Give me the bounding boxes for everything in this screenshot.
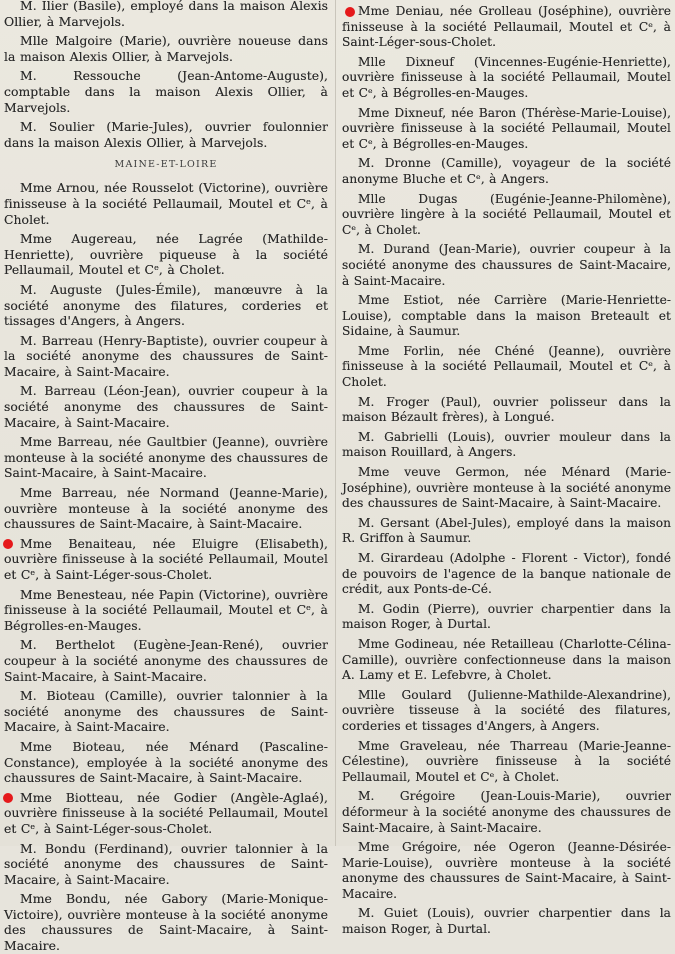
list-item: M. Godin (Pierre), ouvrier charpentier dans la maison Roger, à Durtal. [342, 601, 671, 632]
list-item: Mme Bondu, née Gabory (Marie-Monique-Victoire), ouvrière monteuse à la société anonyme des chaussures de Saint-Macaire, à Saint-Macaire. [4, 891, 328, 954]
list-item: M. Auguste (Jules-Émile), manœuvre à la société anonyme des filatures, corderies et tissages d'Angers, à Angers. [4, 281, 328, 329]
list-item: Mme Augereau, née Lagrée (Mathilde-Henriette), ouvrière piqueuse à la société Pellaumail, Moutel et Cᵉ, à Cholet. [4, 231, 328, 278]
list-item: M. Bioteau (Camille), ouvrier talonnier à la société anonyme des chaussures de Saint-Macaire, à Saint-Macaire. [4, 688, 328, 735]
list-item: M. Ressouche (Jean-Antome-Auguste), comptable dans la maison Alexis Ollier, à Marvejols. [4, 68, 328, 115]
list-item: Mme Benaiteau, née Eluigre (Elisabeth), ouvrière finisseuse à la société Pellaumail, Moutel et Cᵉ, à Saint-Léger-sous-Cholet. [4, 535, 328, 582]
list-item: Mme Arnou, née Rousselot (Victorine), ouvrière finisseuse à la société Pellaumail, Moutel et Cᵉ, à Cholet. [4, 180, 328, 227]
list-item: M. Soulier (Marie-Jules), ouvrier foulonnier dans la maison Alexis Ollier, à Marvejols. [4, 119, 328, 150]
list-item: Mme Graveleau, née Tharreau (Marie-Jeanne-Célestine), ouvrière finisseuse à la société Pellaumail, Moutel et Cᵉ, à Cholet. [342, 738, 671, 784]
list-item: M. Froger (Paul), ouvrier polisseur dans la maison Bézault frères), à Longué. [342, 394, 671, 425]
list-item: M. Grégoire (Jean-Louis-Marie), ouvrier déformeur à la société anonyme des chaussures de Saint-Macaire, à Saint-Macaire. [342, 789, 671, 835]
list-item: M. Barreau (Léon-Jean), ouvrier coupeur à la société anonyme des chaussures de Saint-Macaire, à Saint-Macaire. [4, 383, 328, 430]
list-item: Mlle Dixneuf (Vincennes-Eugénie-Henriette), ouvrière finisseuse à la société Pellaumail, Moutel et Cᵉ, à Bégrolles-en-Mauges. [342, 54, 671, 100]
list-item: Mme Biotteau, née Godier (Angèle-Aglaé), ouvrière finisseuse à la société Pellaumail, Moutel et Cᵉ, à Saint-Léger-sous-Cholet. [4, 789, 328, 836]
list-item: M. Dronne (Camille), voyageur de la société anonyme Bluche et Cᵉ, à Angers. [342, 156, 671, 186]
list-item: Mme Godineau, née Retailleau (Charlotte-Célina-Camille), ouvrière confectionneuse dans la maison A. Lamy et E. Lefebvre, à Cholet. [342, 636, 671, 683]
list-item: Mme Deniau, née Grolleau (Joséphine), ouvrière finisseuse à la société Pellaumail, Moutel et Cᵉ, à Saint-Léger-sous-Cholet. [342, 4, 671, 50]
red-dot-marker [345, 7, 355, 17]
list-item: Mme Barreau, née Gaultbier (Jeanne), ouvrière monteuse à la société anonyme des chaussures de Saint-Macaire, à Saint-Macaire. [4, 434, 328, 481]
list-item: M. Gersant (Abel-Jules), employé dans la maison R. Griffon à Saumur. [342, 515, 671, 546]
list-item: Mme Benesteau, née Papin (Victorine), ouvrière finisseuse à la société Pellaumail, Moutel et Cᵉ, à Bégrolles-en-Mauges. [4, 586, 328, 633]
list-item: M. Bondu (Ferdinand), ouvrier talonnier à la société anonyme des chaussures de Saint-Macaire, à Saint-Macaire. [4, 840, 328, 887]
list-item: Mme Barreau, née Normand (Jeanne-Marie), ouvrière monteuse à la société anonyme des chaussures de Saint-Macaire, à Saint-Macaire. [4, 485, 328, 532]
list-item: Mme Dixneuf, née Baron (Thérèse-Marie-Louise), ouvrière finisseuse à la société Pellaumail, Moutel et Cᵉ, à Bégrolles-en-Mauges. [342, 105, 671, 151]
list-item: M. Gabrielli (Louis), ouvrier mouleur dans la maison Rouillard, à Angers. [342, 429, 671, 460]
red-dot-marker [3, 793, 13, 803]
list-item: Mme Bioteau, née Ménard (Pascaline-Constance), employée à la société anonyme des chaussures de Saint-Macaire, à Saint-Macaire. [4, 738, 328, 786]
list-item: M. Berthelot (Eugène-Jean-René), ouvrier coupeur à la société anonyme des chaussures de Saint-Macaire, à Saint-Macaire. [4, 637, 328, 684]
list-item: M. Guiet (Louis), ouvrier charpentier dans la maison Roger, à Durtal. [342, 906, 671, 937]
list-item: Mme Forlin, née Chéné (Jeanne), ouvrière finisseuse à la société Pellaumail, Moutel et Cᵉ, à Cholet. [342, 343, 671, 390]
list-item: M. Ilier (Basile), employé dans la maison Alexis Ollier, à Marvejols. [4, 0, 328, 29]
list-item: Mme Grégoire, née Ogeron (Jeanne-Désirée-Marie-Louise), ouvrière monteuse à la société anonyme des chaussures de Saint-Macaire, à Saint-Macaire. [342, 840, 671, 901]
right-column [340, 0, 673, 937]
list-item: Mlle Goulard (Julienne-Mathilde-Alexandrine), ouvrière tisseuse à la société des filatures, corderies et tissages d'Angers, à Angers. [342, 687, 671, 733]
list-item: M. Barreau (Henry-Baptiste), ouvrier coupeur à la société anonyme des chaussures de Saint-Macaire, à Saint-Macaire. [4, 332, 328, 379]
list-item: M. Girardeau (Adolphe - Florent - Victor), fondé de pouvoirs de l'agence de la banque nationale de crédit, aux Ponts-de-Cé. [342, 551, 671, 597]
list-item: Mlle Malgoire (Marie), ouvrière noueuse dans la maison Alexis Ollier, à Marvejols. [4, 33, 328, 64]
red-dot-marker [3, 539, 13, 549]
section-heading: MAINE-ET-LOIRE [114, 159, 218, 171]
left-column [2, 0, 330, 954]
list-item: Mlle Dugas (Eugénie-Jeanne-Philomène), ouvrière lingère à la société Pellaumail, Moutel et Cᵉ, à Cholet. [342, 191, 671, 237]
list-item: Mme Estiot, née Carrière (Marie-Henriette-Louise), comptable dans la maison Breteault et Sidaine, à Saumur. [342, 293, 671, 339]
column-divider [335, 0, 336, 846]
list-item: Mme veuve Germon, née Ménard (Marie-Joséphine), ouvrière monteuse à la société anonyme des chaussures de Saint-Macaire, à Saint-Macaire. [342, 465, 671, 511]
list-item: M. Durand (Jean-Marie), ouvrier coupeur à la société anonyme des chaussures de Saint-Macaire, à Saint-Macaire. [342, 242, 671, 288]
